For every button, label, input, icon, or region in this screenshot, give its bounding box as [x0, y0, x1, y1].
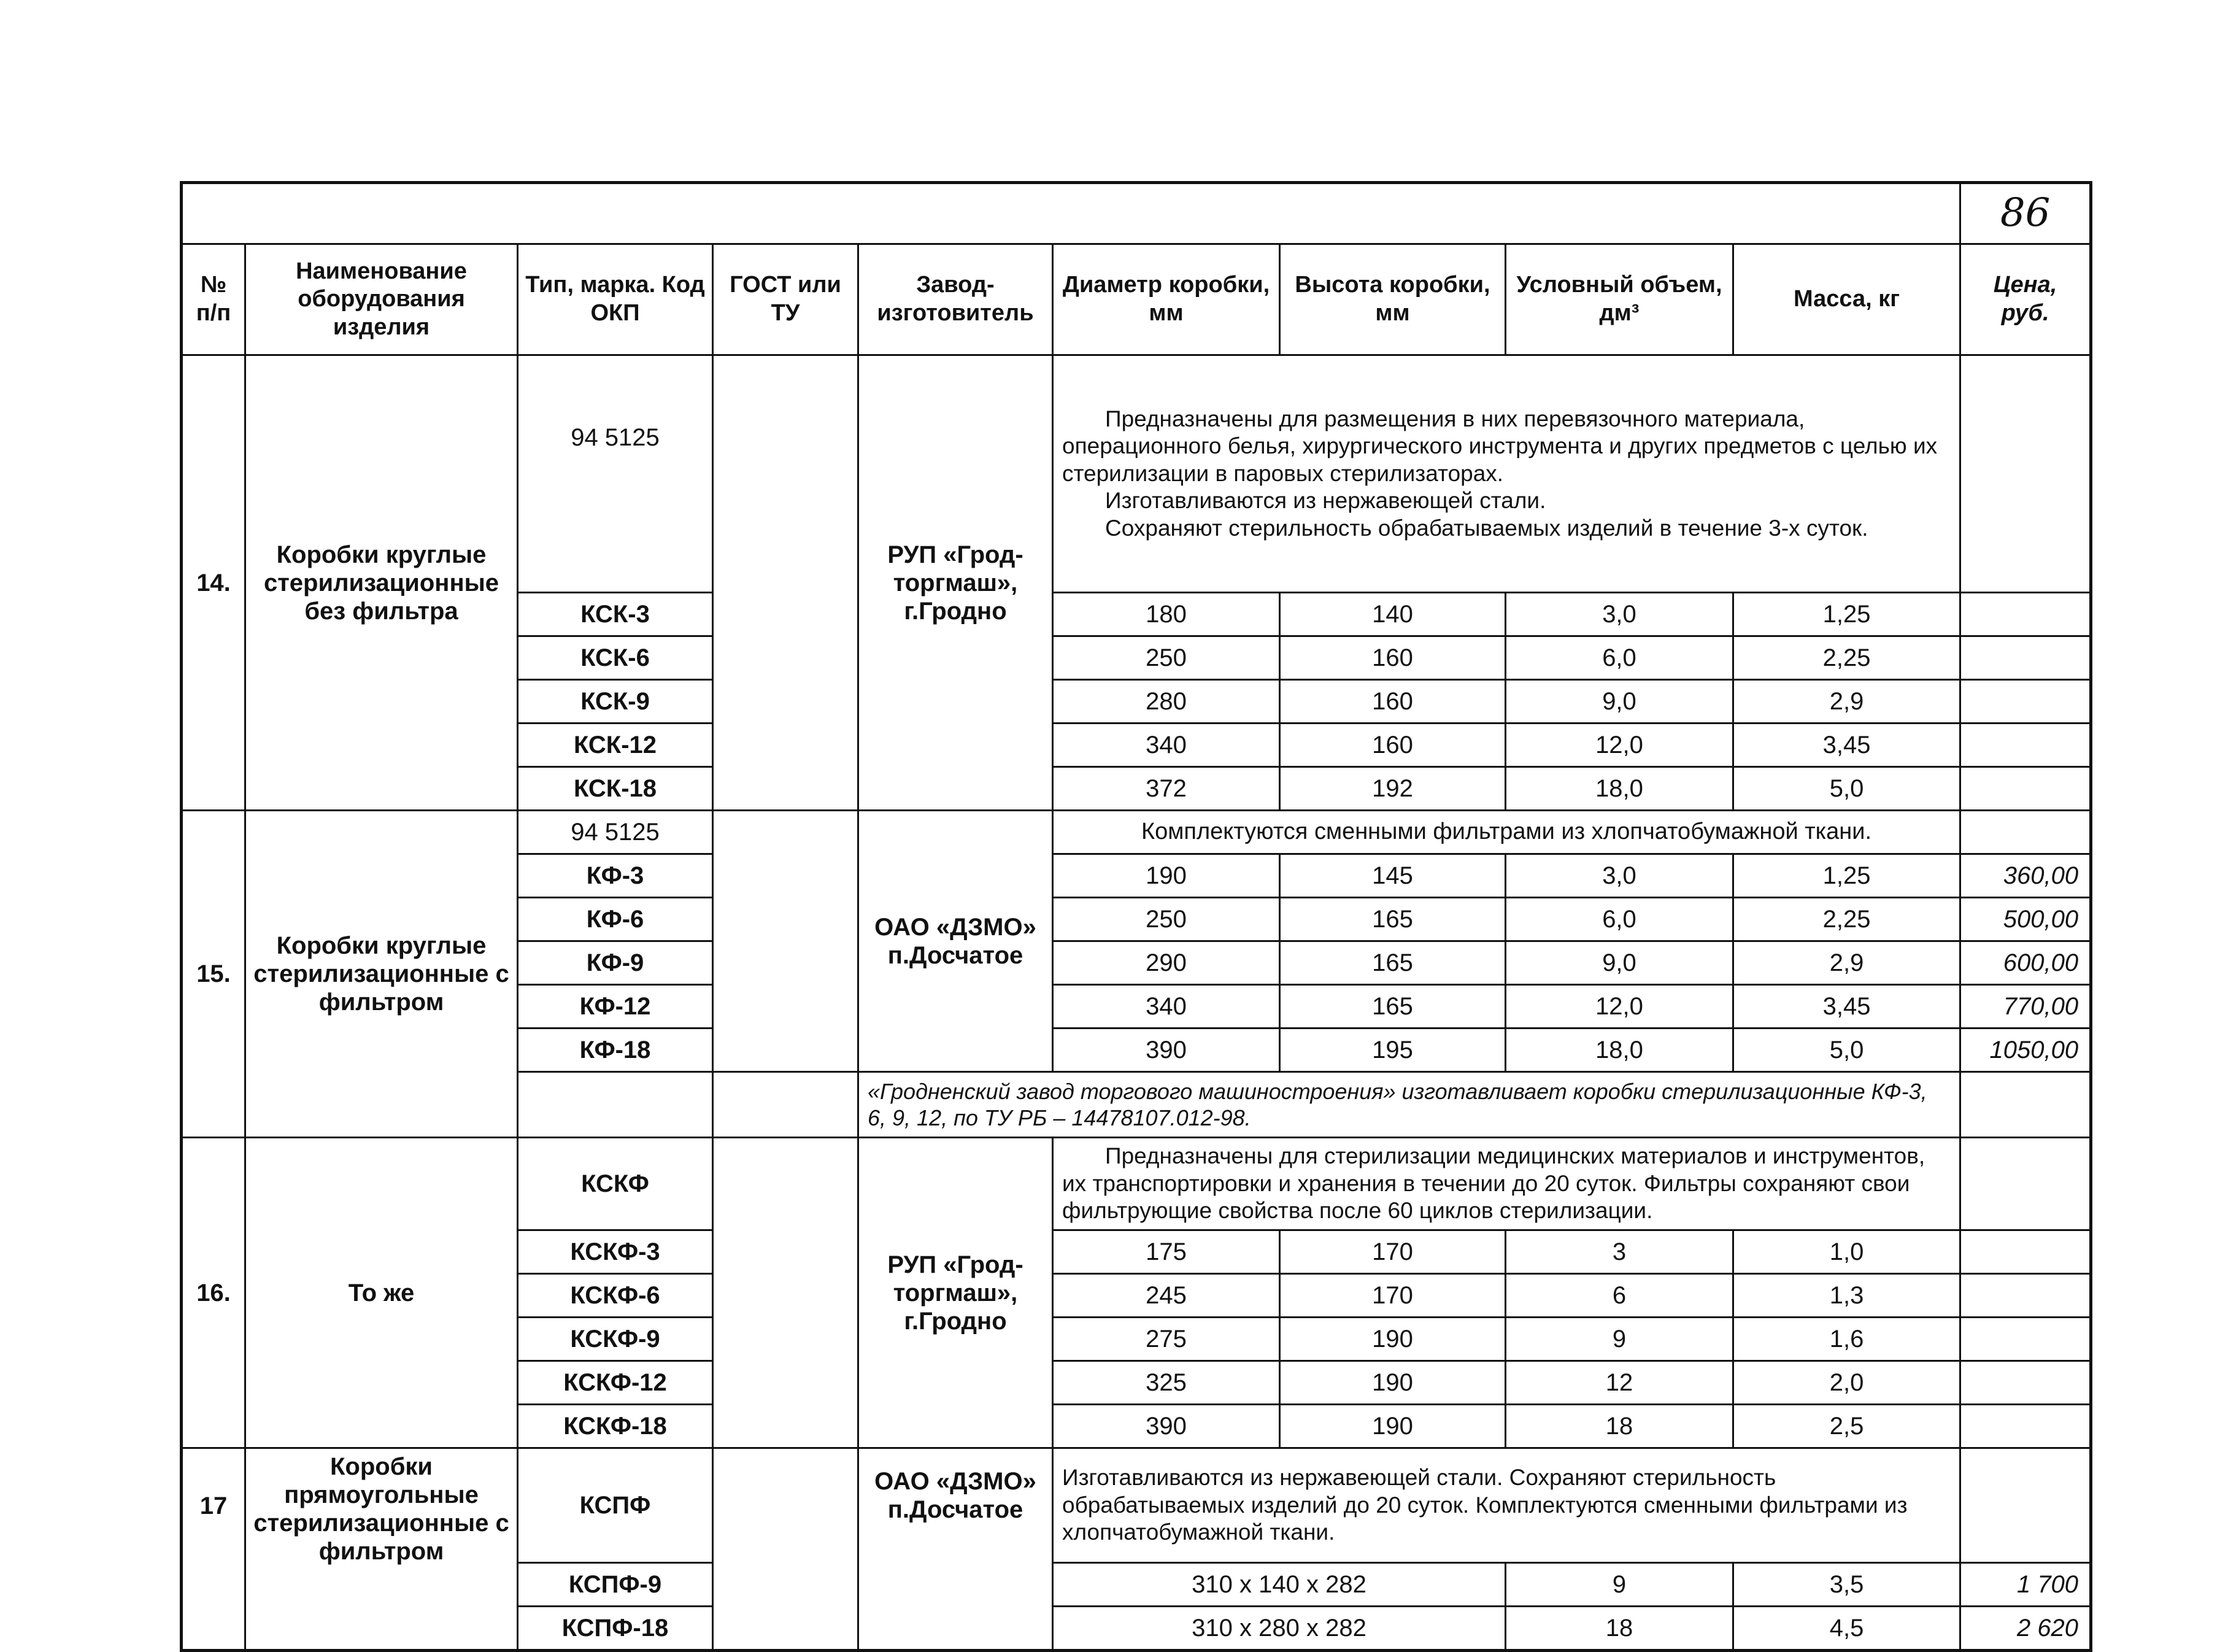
- model-type: КФ-9: [518, 941, 713, 985]
- price-value: 770,00: [1960, 985, 2091, 1029]
- okp-code: 94 5125: [518, 355, 713, 593]
- diameter-value: 340: [1053, 985, 1280, 1029]
- model-type: КСК-12: [518, 724, 713, 767]
- price-value: [1960, 724, 2091, 767]
- price-value: [1960, 1361, 2091, 1405]
- price-value: [1960, 636, 2091, 680]
- note-line: Сохраняют стерильность обрабатываемых изделий в течение 3-х суток.: [1105, 515, 1868, 541]
- volume-value: 3,0: [1506, 854, 1733, 898]
- model-type: КСКФ-9: [518, 1318, 713, 1361]
- price-value: 2 620: [1960, 1607, 2091, 1651]
- height-value: 160: [1280, 724, 1506, 767]
- description-note: [1053, 355, 1960, 593]
- model-type: КФ-3: [518, 854, 713, 898]
- volume-value: 9,0: [1506, 941, 1733, 985]
- price-value: [1960, 593, 2091, 636]
- height-value: 170: [1280, 1274, 1506, 1318]
- volume-value: 18: [1506, 1607, 1733, 1651]
- mass-value: 1,6: [1733, 1318, 1960, 1361]
- mass-value: 5,0: [1733, 767, 1960, 811]
- diameter-value: 250: [1053, 898, 1280, 941]
- note-line: Изготавливаются из нержавеющей стали.: [1105, 488, 1546, 514]
- mass-value: 2,0: [1733, 1361, 1960, 1405]
- gost-cell: [713, 1072, 858, 1138]
- col-header-volume: Условный объем, дм³: [1506, 244, 1733, 355]
- model-type: КФ-18: [518, 1029, 713, 1072]
- col-header-diameter: Диаметр коробки, мм: [1053, 244, 1280, 355]
- model-type: КФ-6: [518, 898, 713, 941]
- mass-value: 2,25: [1733, 898, 1960, 941]
- price-value: [1960, 680, 2091, 724]
- diameter-value: 180: [1053, 593, 1280, 636]
- volume-value: 6,0: [1506, 898, 1733, 941]
- mass-value: 1,0: [1733, 1230, 1960, 1274]
- item-name: То же: [245, 1138, 518, 1448]
- mass-value: 3,45: [1733, 985, 1960, 1029]
- diameter-value: 250: [1053, 636, 1280, 680]
- top-blank-cell: [182, 183, 1960, 244]
- height-value: 165: [1280, 985, 1506, 1029]
- height-value: 190: [1280, 1405, 1506, 1448]
- price-value: 360,00: [1960, 854, 2091, 898]
- mass-value: 1,25: [1733, 593, 1960, 636]
- description-note: Изготавливаются из нержавеющей стали. Сохраняют стерильность обрабатываемых изделий до 20 суток. Комплектуются сменными фильтрами из хлопчатобумажной ткани.: [1053, 1448, 1960, 1563]
- table-row: [182, 811, 2091, 854]
- height-value: 190: [1280, 1361, 1506, 1405]
- mass-value: 2,25: [1733, 636, 1960, 680]
- model-type: КСКФ-12: [518, 1361, 713, 1405]
- diameter-value: 390: [1053, 1405, 1280, 1448]
- height-value: 165: [1280, 898, 1506, 941]
- price-value: 1 700: [1960, 1563, 2091, 1607]
- volume-value: 12,0: [1506, 985, 1733, 1029]
- model-type: КСПФ-18: [518, 1607, 713, 1651]
- diameter-value: 325: [1053, 1361, 1280, 1405]
- gost-cell: [713, 1448, 858, 1651]
- height-value: 190: [1280, 1318, 1506, 1361]
- height-value: 140: [1280, 593, 1506, 636]
- page-number: 86: [2000, 190, 2051, 236]
- table-row: [182, 1448, 2091, 1563]
- col-header-num: № п/п: [182, 244, 245, 355]
- price-value: 600,00: [1960, 941, 2091, 985]
- model-type: КСК-18: [518, 767, 713, 811]
- model-type: КСК-9: [518, 680, 713, 724]
- diameter-value: 190: [1053, 854, 1280, 898]
- diameter-value: 390: [1053, 1029, 1280, 1072]
- diameter-value: 175: [1053, 1230, 1280, 1274]
- price-cell: [1960, 811, 2091, 854]
- model-type: КСКФ-3: [518, 1230, 713, 1274]
- top-row: [182, 183, 2091, 244]
- height-value: 160: [1280, 680, 1506, 724]
- gost-cell: [713, 355, 858, 811]
- type-cell-blank: [518, 1072, 713, 1138]
- col-header-height: Высота коробки, мм: [1280, 244, 1506, 355]
- item-name: Коробки круглые стерилизационные без фильтра: [245, 355, 518, 811]
- col-header-price: Цена, руб.: [1960, 244, 2091, 355]
- mass-value: 4,5: [1733, 1607, 1960, 1651]
- row-number: 17: [182, 1448, 245, 1651]
- description-note: [1053, 1138, 1960, 1230]
- volume-value: 12,0: [1506, 724, 1733, 767]
- model-type: КСКФ-6: [518, 1274, 713, 1318]
- model-type: КСК-6: [518, 636, 713, 680]
- mass-value: 2,9: [1733, 680, 1960, 724]
- price-cell: [1960, 1138, 2091, 1230]
- catalog-table: [180, 181, 2092, 1652]
- footnote: «Гродненский завод торгового машиностроения» изготавливает коробки стерилизационные КФ-3, 6, 9, 12, по ТУ РБ – 14478107.012-98.: [858, 1072, 1960, 1138]
- okp-code: 94 5125: [518, 811, 713, 854]
- dimensions-value: 310 x 280 x 282: [1053, 1607, 1506, 1651]
- manufacturer: ОАО «ДЗМО» п.Досчатое: [858, 811, 1053, 1072]
- mass-value: 2,9: [1733, 941, 1960, 985]
- price-value: [1960, 767, 2091, 811]
- height-value: 170: [1280, 1230, 1506, 1274]
- header-row: [182, 244, 2091, 355]
- model-type: КСКФ: [518, 1138, 713, 1230]
- diameter-value: 275: [1053, 1318, 1280, 1361]
- mass-value: 2,5: [1733, 1405, 1960, 1448]
- item-name: Коробки круглые стерилизационные с фильтром: [245, 811, 518, 1138]
- volume-value: 9: [1506, 1318, 1733, 1361]
- price-value: [1960, 1274, 2091, 1318]
- col-header-name: Наименование оборудования изделия: [245, 244, 518, 355]
- col-header-type: Тип, марка. Код ОКП: [518, 244, 713, 355]
- manufacturer: РУП «Грод-торгмаш», г.Гродно: [858, 355, 1053, 811]
- col-header-mass: Масса, кг: [1733, 244, 1960, 355]
- model-type: КСК-3: [518, 593, 713, 636]
- mass-value: 5,0: [1733, 1029, 1960, 1072]
- manufacturer: ОАО «ДЗМО» п.Досчатое: [858, 1448, 1053, 1651]
- model-type: КСПФ-9: [518, 1563, 713, 1607]
- diameter-value: 340: [1053, 724, 1280, 767]
- row-number: 16.: [182, 1138, 245, 1448]
- price-cell: [1960, 1448, 2091, 1563]
- volume-value: 6: [1506, 1274, 1733, 1318]
- volume-value: 9: [1506, 1563, 1733, 1607]
- volume-value: 6,0: [1506, 636, 1733, 680]
- row-number: 15.: [182, 811, 245, 1138]
- item-name: Коробки прямоугольные стерилизационные с фильтром: [245, 1448, 518, 1651]
- note-line: Предназначены для размещения в них перевязочного материала, операционного белья, хирургического инструмента и других предметов с целью их стерилизации в паровых стерилизаторах.: [1062, 406, 1938, 486]
- col-header-gost: ГОСТ или ТУ: [713, 244, 858, 355]
- price-value: [1960, 1405, 2091, 1448]
- height-value: 165: [1280, 941, 1506, 985]
- model-type: КСПФ: [518, 1448, 713, 1563]
- volume-value: 18,0: [1506, 767, 1733, 811]
- volume-value: 12: [1506, 1361, 1733, 1405]
- mass-value: 1,3: [1733, 1274, 1960, 1318]
- height-value: 160: [1280, 636, 1506, 680]
- row-number: 14.: [182, 355, 245, 811]
- page-number-cell: [1960, 183, 2091, 244]
- volume-value: 9,0: [1506, 680, 1733, 724]
- manufacturer: РУП «Грод-торгмаш», г.Гродно: [858, 1138, 1053, 1448]
- price-value: [1960, 1230, 2091, 1274]
- price-value: 1050,00: [1960, 1029, 2091, 1072]
- col-header-maker: Завод-изготовитель: [858, 244, 1053, 355]
- diameter-value: 290: [1053, 941, 1280, 985]
- price-cell: [1960, 1072, 2091, 1138]
- price-cell: [1960, 355, 2091, 593]
- note-line: Предназначены для стерилизации медицинских материалов и инструментов, их транспортировки и хранения в течении до 20 суток. Фильтры сохраняют свои фильтрующие свойства после 60 циклов стерилизации.: [1062, 1143, 1925, 1224]
- height-value: 145: [1280, 854, 1506, 898]
- catalog-page: [180, 181, 2089, 1642]
- price-value: [1960, 1318, 2091, 1361]
- volume-value: 3,0: [1506, 593, 1733, 636]
- description-note: Комплектуются сменными фильтрами из хлопчатобумажной ткани.: [1053, 811, 1960, 854]
- gost-cell: [713, 1138, 858, 1448]
- mass-value: 3,5: [1733, 1563, 1960, 1607]
- gost-cell: [713, 811, 858, 1072]
- dimensions-value: 310 x 140 x 282: [1053, 1563, 1506, 1607]
- height-value: 192: [1280, 767, 1506, 811]
- model-type: КФ-12: [518, 985, 713, 1029]
- diameter-value: 280: [1053, 680, 1280, 724]
- mass-value: 1,25: [1733, 854, 1960, 898]
- price-value: 500,00: [1960, 898, 2091, 941]
- volume-value: 18,0: [1506, 1029, 1733, 1072]
- diameter-value: 372: [1053, 767, 1280, 811]
- table-row: [182, 355, 2091, 593]
- model-type: КСКФ-18: [518, 1405, 713, 1448]
- height-value: 195: [1280, 1029, 1506, 1072]
- mass-value: 3,45: [1733, 724, 1960, 767]
- diameter-value: 245: [1053, 1274, 1280, 1318]
- volume-value: 18: [1506, 1405, 1733, 1448]
- table-row: [182, 1138, 2091, 1230]
- volume-value: 3: [1506, 1230, 1733, 1274]
